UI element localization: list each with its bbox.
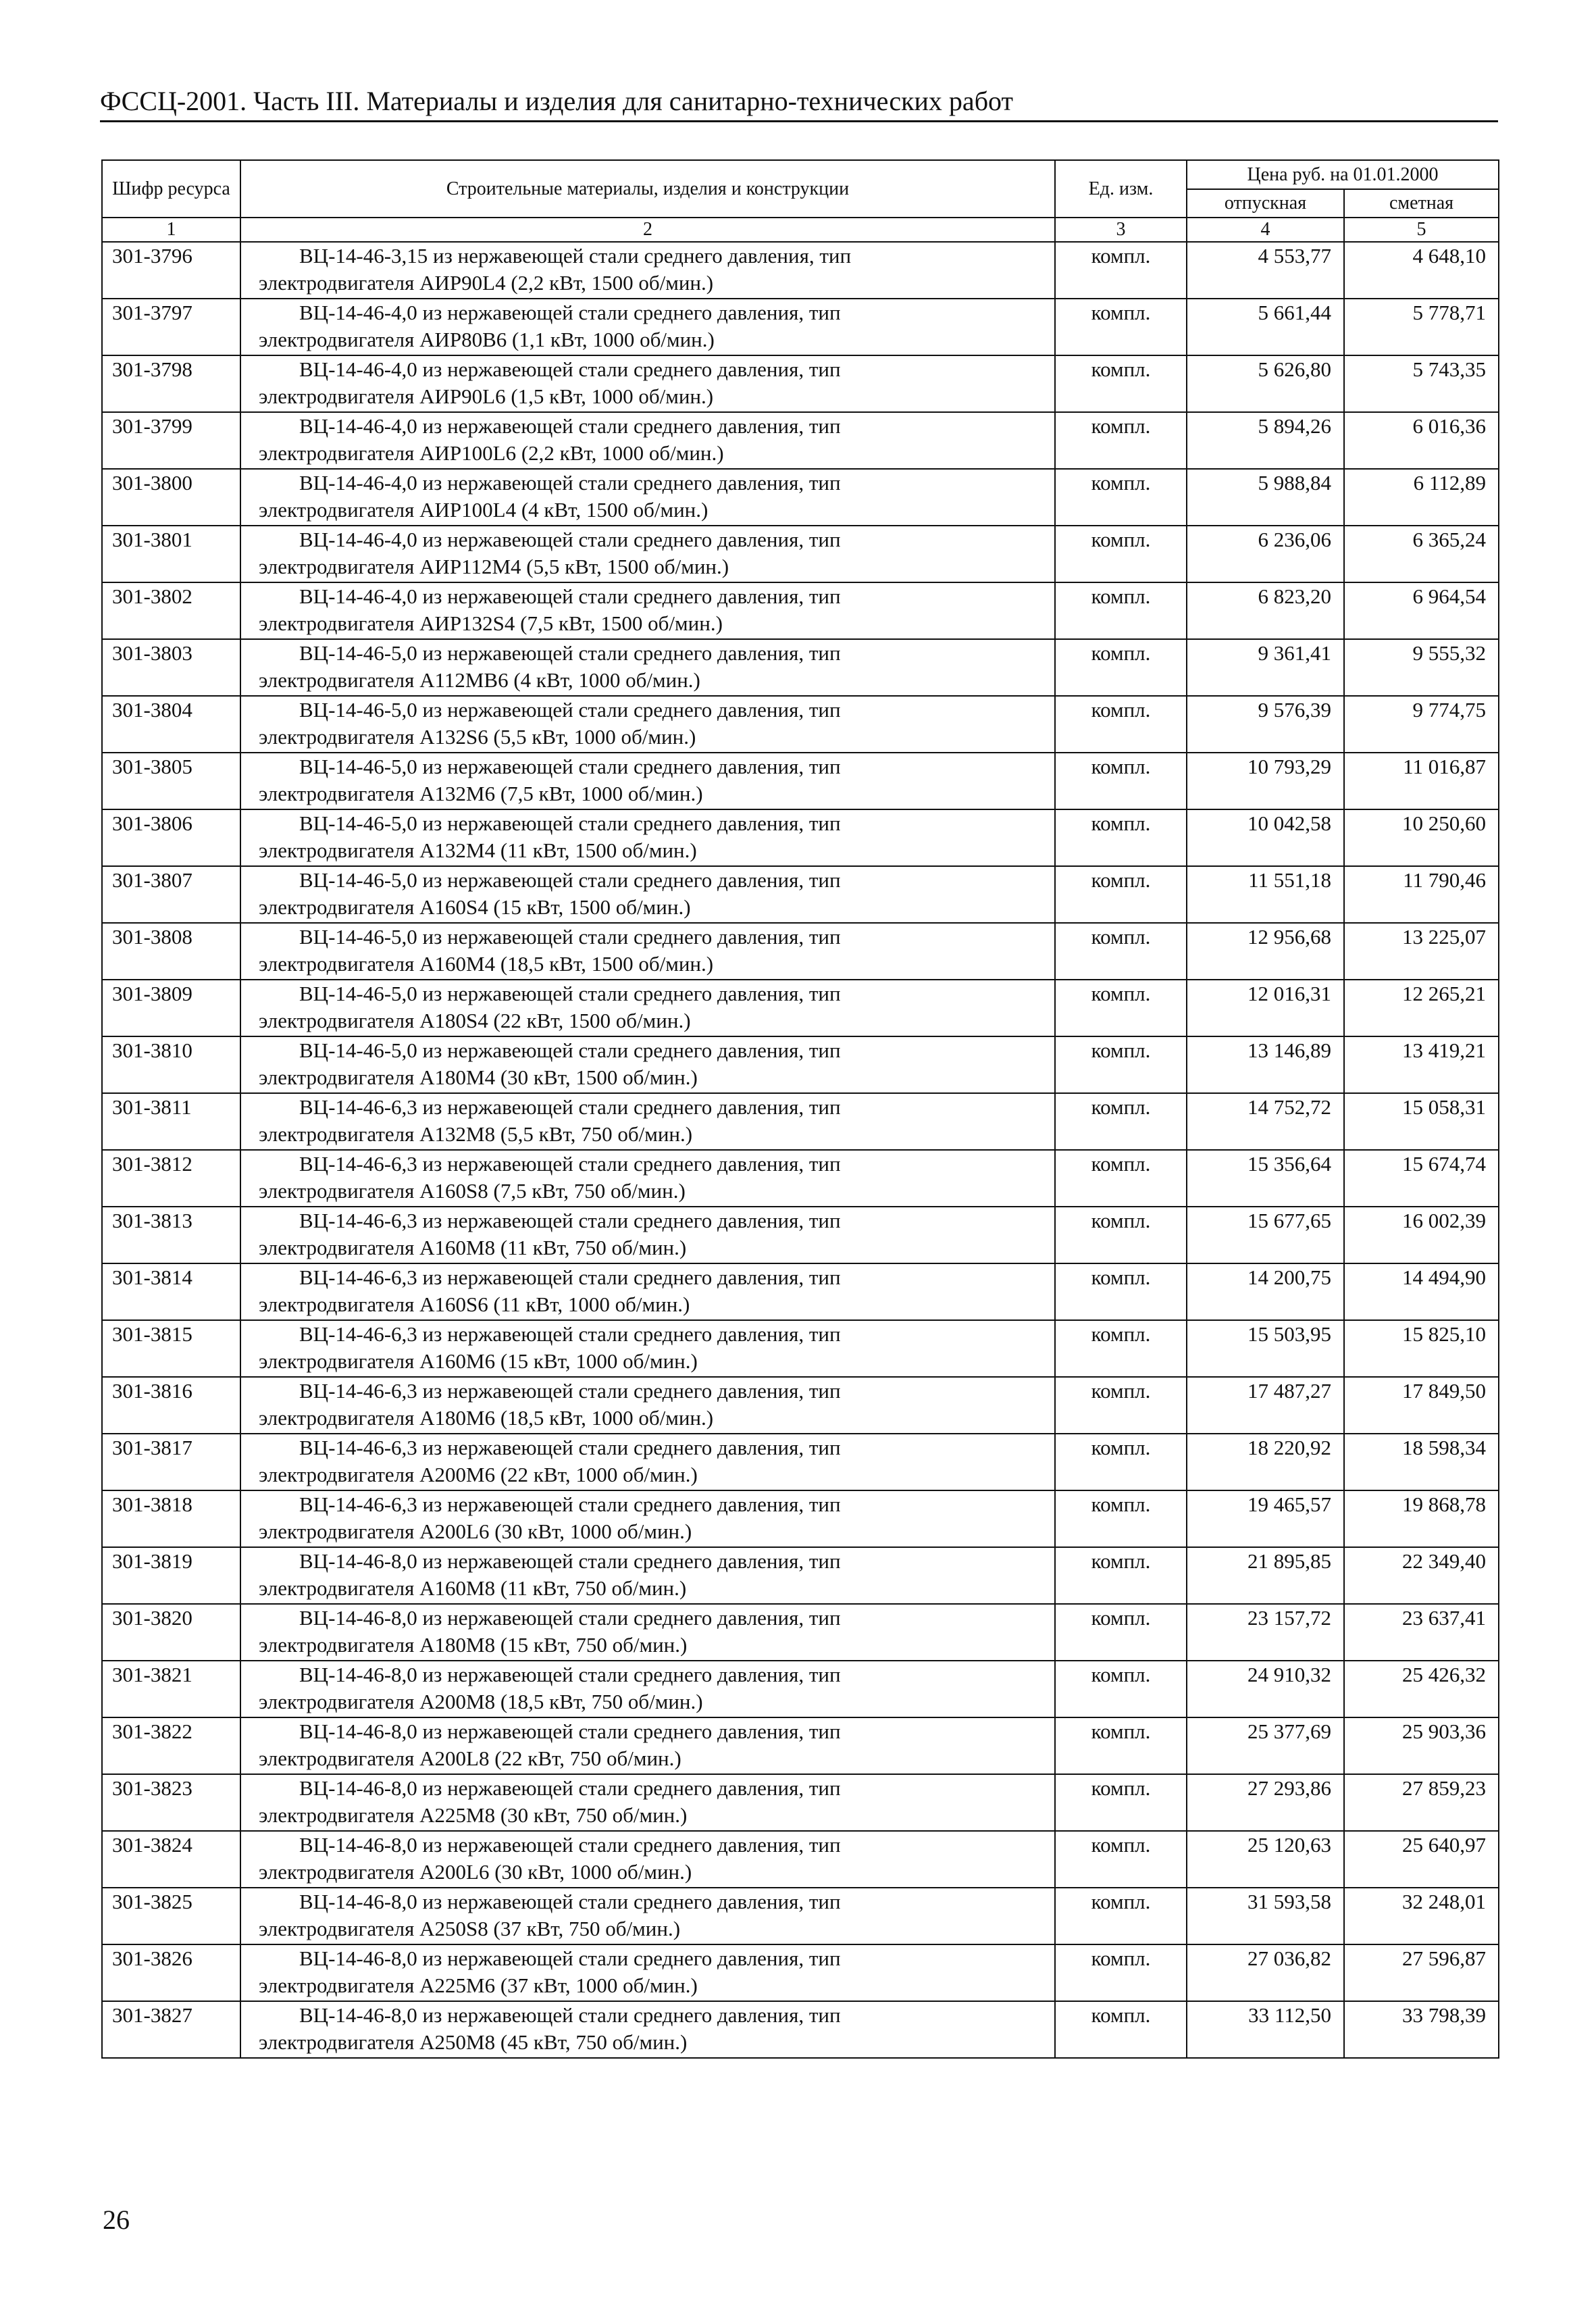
estimate-price: 16 002,39	[1344, 1207, 1499, 1263]
estimate-price: 9 555,32	[1344, 639, 1499, 696]
item-description	[240, 355, 1055, 412]
resource-code: 301-3827	[102, 2001, 240, 2058]
release-price: 21 895,85	[1187, 1547, 1344, 1604]
unit-of-measure: компл.	[1055, 2001, 1187, 2058]
unit-of-measure: компл.	[1055, 980, 1187, 1036]
estimate-price: 4 648,10	[1344, 242, 1499, 299]
resource-code: 301-3817	[102, 1434, 240, 1490]
estimate-price: 6 365,24	[1344, 526, 1499, 582]
resource-code: 301-3826	[102, 1944, 240, 2001]
table-row	[102, 1717, 1499, 1774]
item-description	[240, 753, 1055, 809]
item-description	[240, 1377, 1055, 1434]
col-header-price-release: отпускная	[1187, 189, 1344, 218]
resource-code: 301-3809	[102, 980, 240, 1036]
description-line-2: электродвигателя А160М6 (15 кВт, 1000 об/мин.)	[259, 1349, 698, 1373]
resource-code: 301-3799	[102, 412, 240, 469]
table-row	[102, 639, 1499, 696]
col-number: 3	[1055, 218, 1187, 242]
description-line-2: электродвигателя АИР132S4 (7,5 кВт, 1500 об/мин.)	[259, 611, 723, 635]
description-line-2: электродвигателя А160М8 (11 кВт, 750 об/мин.)	[259, 1236, 687, 1259]
resource-code: 301-3803	[102, 639, 240, 696]
estimate-price: 15 825,10	[1344, 1320, 1499, 1377]
col-number: 4	[1187, 218, 1344, 242]
item-description	[240, 1490, 1055, 1547]
resource-code: 301-3807	[102, 866, 240, 923]
resource-code: 301-3806	[102, 809, 240, 866]
release-price: 10 793,29	[1187, 753, 1344, 809]
estimate-price: 15 674,74	[1344, 1150, 1499, 1207]
description-line-1: ВЦ-14-46-5,0 из нержавеющей стали среднего давления, тип	[299, 982, 841, 1005]
estimate-price: 32 248,01	[1344, 1888, 1499, 1944]
description-line-2: электродвигателя А180М6 (18,5 кВт, 1000 об/мин.)	[259, 1406, 714, 1430]
description-line-2: электродвигателя А180М4 (30 кВт, 1500 об/мин.)	[259, 1065, 698, 1089]
release-price: 11 551,18	[1187, 866, 1344, 923]
description-line-2: электродвигателя А200М8 (18,5 кВт, 750 об/мин.)	[259, 1690, 703, 1713]
estimate-price: 6 112,89	[1344, 469, 1499, 526]
col-number: 1	[102, 218, 240, 242]
item-description	[240, 1547, 1055, 1604]
item-description	[240, 412, 1055, 469]
page-header-title: ФССЦ-2001. Часть III. Материалы и изделия для санитарно-технических работ	[100, 86, 1013, 116]
description-line-1: ВЦ-14-46-6,3 из нержавеющей стали среднего давления, тип	[299, 1322, 841, 1346]
description-line-2: электродвигателя А132М8 (5,5 кВт, 750 об/мин.)	[259, 1122, 693, 1146]
unit-of-measure: компл.	[1055, 1490, 1187, 1547]
table-row	[102, 866, 1499, 923]
description-line-1: ВЦ-14-46-5,0 из нержавеющей стали среднего давления, тип	[299, 1038, 841, 1062]
resource-code: 301-3821	[102, 1661, 240, 1717]
estimate-price: 12 265,21	[1344, 980, 1499, 1036]
description-line-1: ВЦ-14-46-8,0 из нержавеющей стали среднего давления, тип	[299, 1719, 841, 1743]
estimate-price: 13 225,07	[1344, 923, 1499, 980]
description-line-2: электродвигателя А180S4 (22 кВт, 1500 об/мин.)	[259, 1009, 691, 1032]
description-line-2: электродвигателя А200L8 (22 кВт, 750 об/мин.)	[259, 1746, 681, 1770]
description-line-2: электродвигателя А160S6 (11 кВт, 1000 об/мин.)	[259, 1292, 690, 1316]
unit-of-measure: компл.	[1055, 1377, 1187, 1434]
table-row	[102, 1774, 1499, 1831]
release-price: 12 956,68	[1187, 923, 1344, 980]
table-row	[102, 1661, 1499, 1717]
unit-of-measure: компл.	[1055, 1661, 1187, 1717]
release-price: 27 293,86	[1187, 1774, 1344, 1831]
release-price: 5 661,44	[1187, 299, 1344, 355]
description-line-1: ВЦ-14-46-3,15 из нержавеющей стали среднего давления, тип	[299, 244, 852, 268]
estimate-price: 14 494,90	[1344, 1263, 1499, 1320]
unit-of-measure: компл.	[1055, 866, 1187, 923]
item-description	[240, 1661, 1055, 1717]
release-price: 17 487,27	[1187, 1377, 1344, 1434]
release-price: 15 356,64	[1187, 1150, 1344, 1207]
description-line-1: ВЦ-14-46-5,0 из нержавеющей стали среднего давления, тип	[299, 868, 841, 892]
estimate-price: 25 426,32	[1344, 1661, 1499, 1717]
release-price: 4 553,77	[1187, 242, 1344, 299]
release-price: 27 036,82	[1187, 1944, 1344, 2001]
release-price: 15 677,65	[1187, 1207, 1344, 1263]
release-price: 23 157,72	[1187, 1604, 1344, 1661]
table-row	[102, 582, 1499, 639]
resource-code: 301-3802	[102, 582, 240, 639]
resource-code: 301-3811	[102, 1093, 240, 1150]
description-line-1: ВЦ-14-46-4,0 из нержавеющей стали среднего давления, тип	[299, 414, 841, 438]
item-description	[240, 980, 1055, 1036]
estimate-price: 5 778,71	[1344, 299, 1499, 355]
estimate-price: 19 868,78	[1344, 1490, 1499, 1547]
description-line-2: электродвигателя АИР80В6 (1,1 кВт, 1000 об/мин.)	[259, 328, 715, 351]
table-row	[102, 1604, 1499, 1661]
release-price: 5 626,80	[1187, 355, 1344, 412]
release-price: 14 200,75	[1187, 1263, 1344, 1320]
description-line-1: ВЦ-14-46-5,0 из нержавеющей стали среднего давления, тип	[299, 755, 841, 778]
unit-of-measure: компл.	[1055, 526, 1187, 582]
item-description	[240, 1036, 1055, 1093]
resource-code: 301-3816	[102, 1377, 240, 1434]
item-description	[240, 1888, 1055, 1944]
item-description	[240, 923, 1055, 980]
release-price: 14 752,72	[1187, 1093, 1344, 1150]
price-table	[101, 159, 1499, 2059]
release-price: 24 910,32	[1187, 1661, 1344, 1717]
description-line-1: ВЦ-14-46-8,0 из нержавеющей стали среднего давления, тип	[299, 1606, 841, 1630]
description-line-2: электродвигателя АИР90L4 (2,2 кВт, 1500 об/мин.)	[259, 271, 714, 295]
col-number: 5	[1344, 218, 1499, 242]
unit-of-measure: компл.	[1055, 1717, 1187, 1774]
unit-of-measure: компл.	[1055, 1888, 1187, 1944]
description-line-2: электродвигателя А160S8 (7,5 кВт, 750 об/мин.)	[259, 1179, 686, 1203]
release-price: 6 823,20	[1187, 582, 1344, 639]
description-line-1: ВЦ-14-46-5,0 из нержавеющей стали среднего давления, тип	[299, 925, 841, 949]
resource-code: 301-3822	[102, 1717, 240, 1774]
estimate-price: 22 349,40	[1344, 1547, 1499, 1604]
resource-code: 301-3823	[102, 1774, 240, 1831]
table-row	[102, 1547, 1499, 1604]
resource-code: 301-3812	[102, 1150, 240, 1207]
release-price: 33 112,50	[1187, 2001, 1344, 2058]
description-line-2: электродвигателя А112МВ6 (4 кВт, 1000 об/мин.)	[259, 668, 700, 692]
estimate-price: 15 058,31	[1344, 1093, 1499, 1150]
description-line-2: электродвигателя А200L6 (30 кВт, 1000 об/мин.)	[259, 1860, 692, 1884]
description-line-1: ВЦ-14-46-6,3 из нержавеющей стали среднего давления, тип	[299, 1379, 841, 1403]
description-line-2: электродвигателя А180М8 (15 кВт, 750 об/мин.)	[259, 1633, 688, 1657]
table-row	[102, 1207, 1499, 1263]
table-row	[102, 1093, 1499, 1150]
table-row	[102, 1263, 1499, 1320]
table-row	[102, 526, 1499, 582]
description-line-2: электродвигателя А225М6 (37 кВт, 1000 об/мин.)	[259, 1973, 698, 1997]
description-line-2: электродвигателя А160S4 (15 кВт, 1500 об/мин.)	[259, 895, 691, 919]
description-line-1: ВЦ-14-46-6,3 из нержавеющей стали среднего давления, тип	[299, 1152, 841, 1176]
resource-code: 301-3814	[102, 1263, 240, 1320]
item-description	[240, 866, 1055, 923]
estimate-price: 18 598,34	[1344, 1434, 1499, 1490]
release-price: 9 576,39	[1187, 696, 1344, 753]
unit-of-measure: компл.	[1055, 753, 1187, 809]
resource-code: 301-3813	[102, 1207, 240, 1263]
col-header-unit: Ед. изм.	[1055, 160, 1187, 218]
description-line-1: ВЦ-14-46-8,0 из нержавеющей стали среднего давления, тип	[299, 1833, 841, 1857]
resource-code: 301-3824	[102, 1831, 240, 1888]
unit-of-measure: компл.	[1055, 1774, 1187, 1831]
unit-of-measure: компл.	[1055, 1320, 1187, 1377]
header-divider	[100, 120, 1498, 122]
unit-of-measure: компл.	[1055, 242, 1187, 299]
description-line-2: электродвигателя А132М6 (7,5 кВт, 1000 об/мин.)	[259, 782, 703, 805]
unit-of-measure: компл.	[1055, 809, 1187, 866]
item-description	[240, 1263, 1055, 1320]
description-line-2: электродвигателя АИР90L6 (1,5 кВт, 1000 об/мин.)	[259, 384, 714, 408]
description-line-2: электродвигателя А132М4 (11 кВт, 1500 об/мин.)	[259, 838, 697, 862]
estimate-price: 10 250,60	[1344, 809, 1499, 866]
release-price: 31 593,58	[1187, 1888, 1344, 1944]
table-row	[102, 1150, 1499, 1207]
estimate-price: 17 849,50	[1344, 1377, 1499, 1434]
release-price: 6 236,06	[1187, 526, 1344, 582]
description-line-1: ВЦ-14-46-8,0 из нержавеющей стали среднего давления, тип	[299, 1776, 841, 1800]
item-description	[240, 1717, 1055, 1774]
description-line-2: электродвигателя А225М8 (30 кВт, 750 об/мин.)	[259, 1803, 688, 1827]
description-line-1: ВЦ-14-46-4,0 из нержавеющей стали среднего давления, тип	[299, 584, 841, 608]
unit-of-measure: компл.	[1055, 299, 1187, 355]
unit-of-measure: компл.	[1055, 1831, 1187, 1888]
description-line-1: ВЦ-14-46-6,3 из нержавеющей стали среднего давления, тип	[299, 1095, 841, 1119]
item-description	[240, 242, 1055, 299]
item-description	[240, 1434, 1055, 1490]
resource-code: 301-3805	[102, 753, 240, 809]
description-line-1: ВЦ-14-46-8,0 из нержавеющей стали среднего давления, тип	[299, 1663, 841, 1686]
description-line-2: электродвигателя А250S8 (37 кВт, 750 об/мин.)	[259, 1917, 681, 1940]
resource-code: 301-3825	[102, 1888, 240, 1944]
table-row	[102, 923, 1499, 980]
unit-of-measure: компл.	[1055, 1207, 1187, 1263]
description-line-1: ВЦ-14-46-5,0 из нержавеющей стали среднего давления, тип	[299, 641, 841, 665]
description-line-1: ВЦ-14-46-8,0 из нержавеющей стали среднего давления, тип	[299, 1890, 841, 1913]
release-price: 18 220,92	[1187, 1434, 1344, 1490]
estimate-price: 11 016,87	[1344, 753, 1499, 809]
table-row	[102, 1888, 1499, 1944]
resource-code: 301-3800	[102, 469, 240, 526]
table-row	[102, 1036, 1499, 1093]
col-header-price-estimate: сметная	[1344, 189, 1499, 218]
release-price: 15 503,95	[1187, 1320, 1344, 1377]
description-line-1: ВЦ-14-46-8,0 из нержавеющей стали среднего давления, тип	[299, 2003, 841, 2027]
table-row	[102, 469, 1499, 526]
table-row	[102, 1490, 1499, 1547]
table-row	[102, 242, 1499, 299]
unit-of-measure: компл.	[1055, 1036, 1187, 1093]
unit-of-measure: компл.	[1055, 1547, 1187, 1604]
unit-of-measure: компл.	[1055, 469, 1187, 526]
item-description	[240, 1320, 1055, 1377]
description-line-1: ВЦ-14-46-6,3 из нержавеющей стали среднего давления, тип	[299, 1209, 841, 1232]
release-price: 25 377,69	[1187, 1717, 1344, 1774]
item-description	[240, 1604, 1055, 1661]
unit-of-measure: компл.	[1055, 1150, 1187, 1207]
unit-of-measure: компл.	[1055, 355, 1187, 412]
description-line-1: ВЦ-14-46-4,0 из нержавеющей стали среднего давления, тип	[299, 471, 841, 495]
item-description	[240, 639, 1055, 696]
item-description	[240, 696, 1055, 753]
estimate-price: 11 790,46	[1344, 866, 1499, 923]
description-line-2: электродвигателя АИР100L4 (4 кВт, 1500 об/мин.)	[259, 498, 709, 522]
unit-of-measure: компл.	[1055, 1604, 1187, 1661]
description-line-2: электродвигателя А200L6 (30 кВт, 1000 об/мин.)	[259, 1519, 692, 1543]
resource-code: 301-3797	[102, 299, 240, 355]
item-description	[240, 299, 1055, 355]
description-line-1: ВЦ-14-46-4,0 из нержавеющей стали среднего давления, тип	[299, 528, 841, 551]
resource-code: 301-3818	[102, 1490, 240, 1547]
table-row	[102, 1434, 1499, 1490]
item-description	[240, 582, 1055, 639]
estimate-price: 6 016,36	[1344, 412, 1499, 469]
release-price: 10 042,58	[1187, 809, 1344, 866]
table-row	[102, 355, 1499, 412]
table-row	[102, 696, 1499, 753]
unit-of-measure: компл.	[1055, 1434, 1187, 1490]
resource-code: 301-3804	[102, 696, 240, 753]
table-row	[102, 1831, 1499, 1888]
col-number: 2	[240, 218, 1055, 242]
unit-of-measure: компл.	[1055, 1944, 1187, 2001]
item-description	[240, 526, 1055, 582]
description-line-1: ВЦ-14-46-6,3 из нержавеющей стали среднего давления, тип	[299, 1436, 841, 1459]
description-line-2: электродвигателя А200М6 (22 кВт, 1000 об/мин.)	[259, 1463, 698, 1486]
description-line-1: ВЦ-14-46-5,0 из нержавеющей стали среднего давления, тип	[299, 811, 841, 835]
description-line-1: ВЦ-14-46-8,0 из нержавеющей стали среднего давления, тип	[299, 1549, 841, 1573]
description-line-2: электродвигателя А160М8 (11 кВт, 750 об/мин.)	[259, 1576, 687, 1600]
resource-code: 301-3808	[102, 923, 240, 980]
unit-of-measure: компл.	[1055, 639, 1187, 696]
release-price: 12 016,31	[1187, 980, 1344, 1036]
item-description	[240, 809, 1055, 866]
resource-code: 301-3819	[102, 1547, 240, 1604]
unit-of-measure: компл.	[1055, 582, 1187, 639]
table-row	[102, 412, 1499, 469]
description-line-1: ВЦ-14-46-8,0 из нержавеющей стали среднего давления, тип	[299, 1946, 841, 1970]
description-line-1: ВЦ-14-46-6,3 из нержавеющей стали среднего давления, тип	[299, 1265, 841, 1289]
resource-code: 301-3810	[102, 1036, 240, 1093]
table-body	[102, 242, 1499, 2058]
description-line-1: ВЦ-14-46-6,3 из нержавеющей стали среднего давления, тип	[299, 1492, 841, 1516]
table-row	[102, 1377, 1499, 1434]
resource-code: 301-3796	[102, 242, 240, 299]
description-line-2: электродвигателя А132S6 (5,5 кВт, 1000 об/мин.)	[259, 725, 696, 749]
description-line-2: электродвигателя А160М4 (18,5 кВт, 1500 об/мин.)	[259, 952, 714, 976]
table-row	[102, 980, 1499, 1036]
unit-of-measure: компл.	[1055, 412, 1187, 469]
resource-code: 301-3798	[102, 355, 240, 412]
item-description	[240, 2001, 1055, 2058]
estimate-price: 27 596,87	[1344, 1944, 1499, 2001]
col-header-code: Шифр ресурса	[102, 160, 240, 218]
description-line-1: ВЦ-14-46-4,0 из нержавеющей стали среднего давления, тип	[299, 357, 841, 381]
description-line-2: электродвигателя АИР100L6 (2,2 кВт, 1000 об/мин.)	[259, 441, 724, 465]
release-price: 5 988,84	[1187, 469, 1344, 526]
release-price: 13 146,89	[1187, 1036, 1344, 1093]
estimate-price: 27 859,23	[1344, 1774, 1499, 1831]
release-price: 9 361,41	[1187, 639, 1344, 696]
release-price: 19 465,57	[1187, 1490, 1344, 1547]
estimate-price: 25 903,36	[1344, 1717, 1499, 1774]
description-line-1: ВЦ-14-46-5,0 из нержавеющей стали среднего давления, тип	[299, 698, 841, 722]
item-description	[240, 1093, 1055, 1150]
col-header-price-group: Цена руб. на 01.01.2000	[1187, 160, 1499, 189]
estimate-price: 5 743,35	[1344, 355, 1499, 412]
resource-code: 301-3820	[102, 1604, 240, 1661]
item-description	[240, 1944, 1055, 2001]
estimate-price: 25 640,97	[1344, 1831, 1499, 1888]
unit-of-measure: компл.	[1055, 1263, 1187, 1320]
description-line-2: электродвигателя А250М8 (45 кВт, 750 об/мин.)	[259, 2030, 688, 2054]
estimate-price: 23 637,41	[1344, 1604, 1499, 1661]
resource-code: 301-3815	[102, 1320, 240, 1377]
page-number: 26	[103, 2205, 130, 2235]
estimate-price: 13 419,21	[1344, 1036, 1499, 1093]
description-line-1: ВЦ-14-46-4,0 из нержавеющей стали среднего давления, тип	[299, 301, 841, 324]
table-row	[102, 753, 1499, 809]
item-description	[240, 1207, 1055, 1263]
item-description	[240, 1831, 1055, 1888]
release-price: 25 120,63	[1187, 1831, 1344, 1888]
item-description	[240, 1774, 1055, 1831]
description-line-2: электродвигателя АИР112М4 (5,5 кВт, 1500 об/мин.)	[259, 555, 729, 578]
table-row	[102, 2001, 1499, 2058]
unit-of-measure: компл.	[1055, 923, 1187, 980]
col-header-description: Строительные материалы, изделия и конструкции	[240, 160, 1055, 218]
resource-code: 301-3801	[102, 526, 240, 582]
item-description	[240, 469, 1055, 526]
estimate-price: 6 964,54	[1344, 582, 1499, 639]
release-price: 5 894,26	[1187, 412, 1344, 469]
table-row	[102, 809, 1499, 866]
table-row	[102, 299, 1499, 355]
estimate-price: 33 798,39	[1344, 2001, 1499, 2058]
table-row	[102, 1944, 1499, 2001]
item-description	[240, 1150, 1055, 1207]
estimate-price: 9 774,75	[1344, 696, 1499, 753]
table-row	[102, 1320, 1499, 1377]
unit-of-measure: компл.	[1055, 696, 1187, 753]
unit-of-measure: компл.	[1055, 1093, 1187, 1150]
